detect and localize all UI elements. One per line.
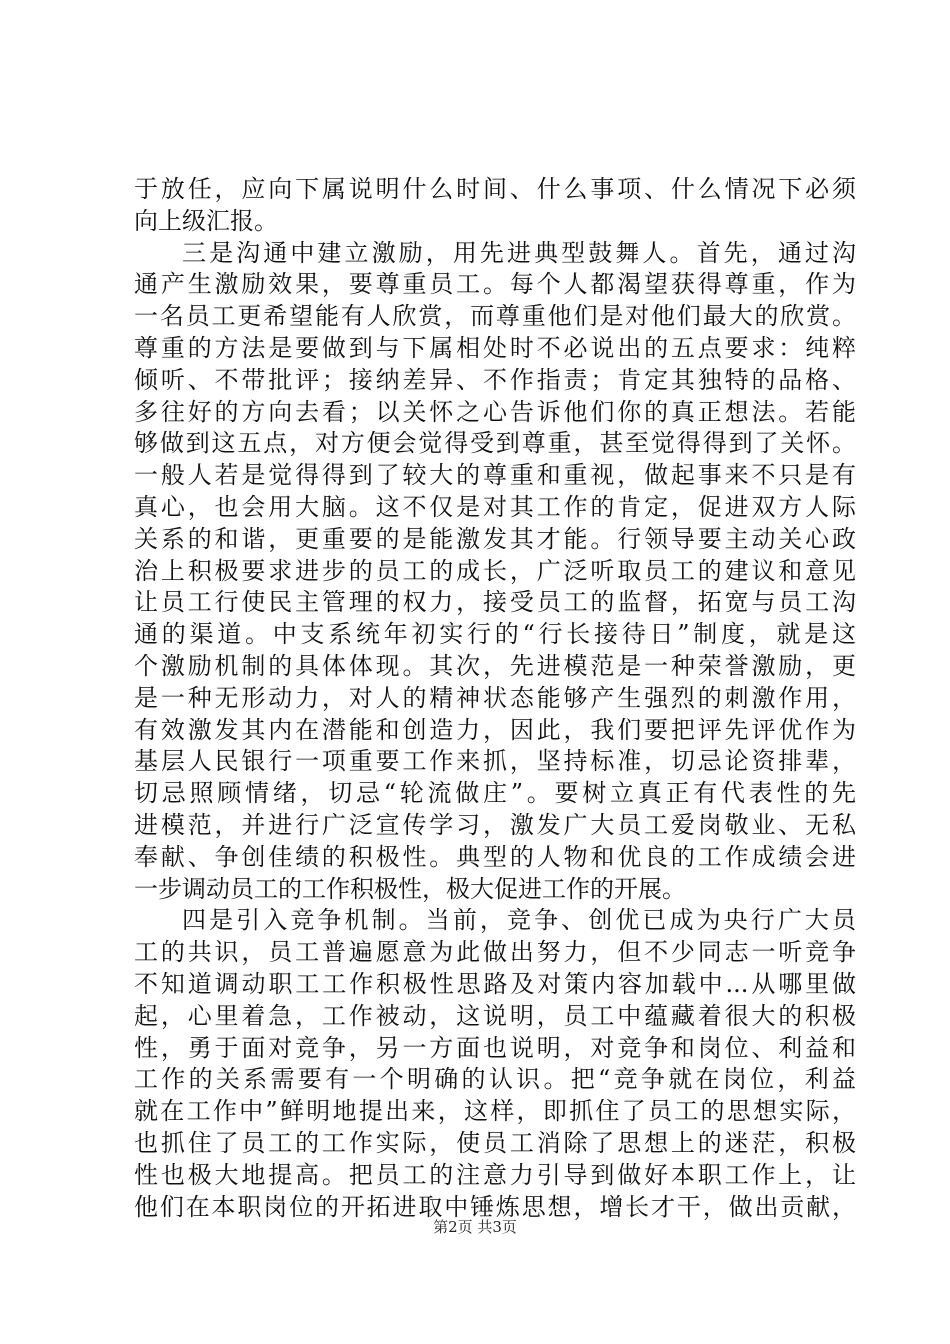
text-line: 切忌照顾情绪，切忌“轮流做庄”。要树立真正有代表性的先: [134, 779, 856, 808]
text-line: 多往好的方向去看；以关怀之心告诉他们你的真正想法。若能: [134, 397, 856, 426]
text-line: 就在工作中”鲜明地提出来，这样，即抓住了员工的思想实际，: [134, 1097, 856, 1126]
text-line: 于放任，应向下属说明什么时间、什么事项、什么情况下必须: [134, 175, 856, 203]
text-line: 尊重的方法是要做到与下属相处时不必说出的五点要求：纯粹: [134, 333, 856, 362]
text-line: 向上级汇报。: [134, 206, 278, 235]
text-line: 一般人若是觉得得到了较大的尊重和重视，做起事来不只是有: [134, 461, 856, 490]
text-line: 通产生激励效果，要尊重员工。每个人都渴望获得尊重，作为: [134, 270, 856, 299]
text-line: 基层人民银行一项重要工作来抓，坚持标准，切忌论资排辈，: [134, 747, 856, 776]
text-line: 倾听、不带批评；接纳差异、不作指责；肯定其独特的品格、: [134, 365, 856, 394]
text-line: 治上积极要求进步的员工的成长，广泛听取员工的建议和意见: [134, 556, 856, 585]
text-line: 是一种无形动力，对人的精神状态能够产生强烈的刺激作用，: [134, 683, 856, 712]
text-line: 一名员工更希望能有人欣赏，而尊重他们是对他们最大的欣赏。: [134, 302, 856, 331]
text-line: 他们在本职岗位的开拓进取中锤炼思想，增长才干，做出贡献，: [134, 1192, 856, 1221]
text-line: 四是引入竞争机制。当前，竞争、创优已成为央行广大员: [182, 906, 856, 935]
text-line: 够做到这五点，对方便会觉得受到尊重，甚至觉得得到了关怀。: [134, 429, 856, 458]
text-line: 三是沟通中建立激励，用先进典型鼓舞人。首先，通过沟: [182, 238, 856, 267]
text-line: 个激励机制的具体体现。其次，先进模范是一种荣誉激励，更: [134, 651, 856, 680]
text-line: 通的渠道。中支系统年初实行的“行长接待日”制度，就是这: [134, 620, 856, 649]
text-line: 有效激发其内在潜能和创造力，因此，我们要把评先评优作为: [134, 715, 856, 744]
text-line: 工作的关系需要有一个明确的认识。把“竞争就在岗位，利益: [134, 1065, 856, 1094]
text-line: 一步调动员工的工作积极性，极大促进工作的开展。: [134, 874, 686, 903]
text-line: 性也极大地提高。把员工的注意力引导到做好本职工作上，让: [134, 1160, 856, 1189]
text-line: 进模范，并进行广泛宣传学习，激发广大员工爱岗敬业、无私: [134, 810, 856, 839]
text-line: 真心，也会用大脑。这不仅是对其工作的肯定，促进双方人际: [134, 492, 856, 521]
text-line: 奉献、争创佳绩的积极性。典型的人物和优良的工作成绩会进: [134, 842, 856, 871]
text-line: 不知道调动职工工作积极性思路及对策内容加载中...从哪里做: [134, 969, 856, 998]
text-line: 也抓住了员工的工作实际，使员工消除了思想上的迷茫，积极: [134, 1128, 856, 1157]
text-line: 性，勇于面对竞争，另一方面也说明，对竞争和岗位、利益和: [134, 1033, 856, 1062]
body-text: [134, 174, 856, 1223]
page-footer: 第2页 共3页: [433, 1218, 517, 1236]
text-line: 让员工行使民主管理的权力，接受员工的监督，拓宽与员工沟: [134, 588, 856, 617]
text-line: 起，心里着急，工作被动，这说明，员工中蕴藏着很大的积极: [134, 1001, 856, 1030]
text-line: 工的共识，员工普遍愿意为此做出努力，但不少同志一听竞争: [134, 938, 856, 967]
text-line: 关系的和谐，更重要的是能激发其才能。行领导要主动关心政: [134, 524, 856, 553]
